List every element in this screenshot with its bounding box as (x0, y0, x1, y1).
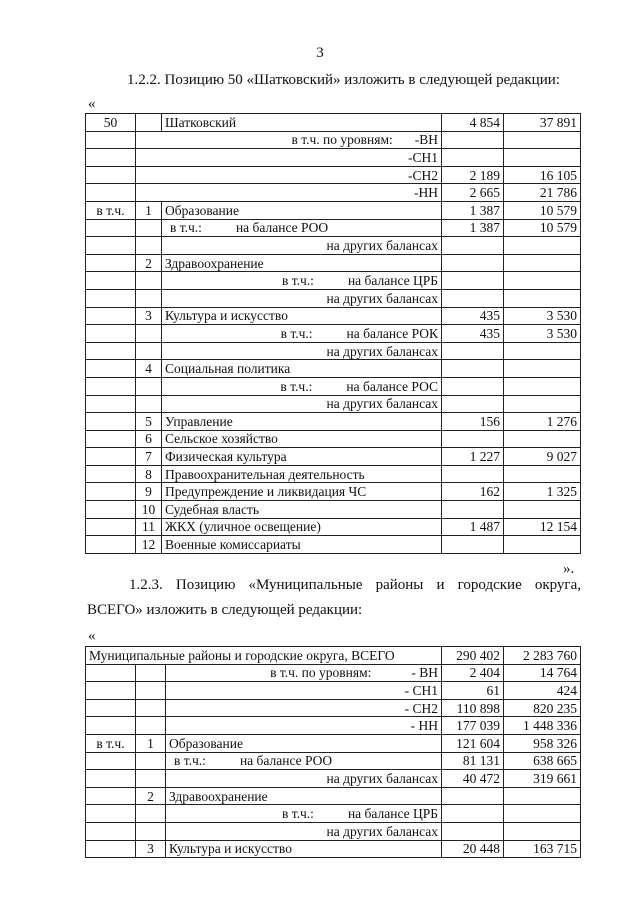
level-label: - НН (410, 718, 438, 734)
value-col-2: 9 027 (504, 448, 581, 466)
value-col-2: 424 (504, 682, 581, 700)
subcategory-cell (166, 822, 442, 840)
value-col-2 (504, 342, 581, 360)
category-name: Судебная власть (162, 501, 442, 519)
value-col-2: 958 326 (504, 734, 581, 752)
empty-cell (136, 342, 162, 360)
value-col-1 (442, 536, 504, 554)
category-row (86, 413, 581, 431)
value-col-2: 1 276 (504, 413, 581, 431)
subcategory-cell (162, 342, 442, 360)
value-col-2 (504, 131, 581, 149)
empty-cell (136, 114, 162, 132)
value-col-1: 2 404 (442, 664, 504, 682)
empty-cell (136, 377, 162, 395)
empty-cell (86, 360, 136, 378)
table-municipal-total (85, 646, 581, 858)
empty-cell (136, 682, 166, 700)
level-label: -СН2 (408, 167, 438, 183)
level-row (86, 664, 581, 682)
category-number: 5 (136, 413, 162, 431)
empty-cell (86, 699, 136, 717)
value-col-2 (504, 395, 581, 413)
subcategory-name: на других балансах (326, 343, 438, 359)
value-col-1 (442, 237, 504, 255)
value-col-2 (504, 360, 581, 378)
value-col-2 (504, 822, 581, 840)
empty-cell (136, 395, 162, 413)
category-name: Физическая культура (162, 448, 442, 466)
empty-cell (86, 395, 136, 413)
empty-cell (86, 166, 136, 184)
level-label: - СН2 (404, 700, 438, 716)
category-row (86, 201, 581, 219)
category-name: Образование (162, 201, 442, 219)
category-row (86, 360, 581, 378)
category-row (86, 430, 581, 448)
category-name: Сельское хозяйство (162, 430, 442, 448)
value-col-1: 1 487 (442, 518, 504, 536)
category-row (86, 536, 581, 554)
subcategory-row (86, 219, 581, 237)
level-cell (136, 184, 442, 202)
level-cell (136, 149, 442, 167)
value-col-1: 177 039 (442, 717, 504, 735)
empty-cell (86, 272, 136, 290)
subcategory-cell (166, 752, 442, 770)
value-col-1: 2 665 (442, 184, 504, 202)
subcategory-name: на других балансах (326, 396, 438, 412)
value-col-2: 37 891 (504, 114, 581, 132)
vtch-label: в т.ч. (86, 201, 136, 219)
subcategory-name: на балансе РОО (239, 753, 333, 769)
empty-cell (86, 501, 136, 519)
level-row (86, 699, 581, 717)
subcategory-name: на балансе ЦРБ (347, 273, 438, 289)
position-name: Шатковский (162, 114, 442, 132)
subcategory-cell (166, 805, 442, 823)
level-row (86, 184, 581, 202)
paragraph-1-2-3-line2: ВСЕГО» изложить в следующей редакции: (87, 602, 363, 618)
empty-cell (86, 184, 136, 202)
empty-cell (136, 822, 166, 840)
category-row (86, 483, 581, 501)
empty-cell (86, 149, 136, 167)
value-col-2 (504, 787, 581, 805)
category-row (86, 254, 581, 272)
value-col-1: 121 604 (442, 734, 504, 752)
value-col-2: 21 786 (504, 184, 581, 202)
value-col-1 (442, 822, 504, 840)
value-col-2 (504, 430, 581, 448)
value-col-1 (442, 254, 504, 272)
empty-cell (86, 430, 136, 448)
subcategory-cell (162, 237, 442, 255)
empty-cell (86, 237, 136, 255)
subcategory-name: на балансе РОС (346, 378, 438, 394)
empty-cell (86, 752, 136, 770)
value-col-2: 319 661 (504, 770, 581, 788)
empty-cell (136, 289, 162, 307)
category-name: Военные комиссариаты (162, 536, 442, 554)
empty-cell (86, 413, 136, 431)
value-col-1 (442, 342, 504, 360)
value-col-2: 3 530 (504, 325, 581, 343)
category-row (86, 307, 581, 325)
subcategory-row (86, 752, 581, 770)
value-col-1 (442, 289, 504, 307)
category-number: 2 (136, 787, 166, 805)
empty-cell (86, 840, 136, 858)
empty-cell (86, 254, 136, 272)
category-row (86, 518, 581, 536)
value-col-2: 10 579 (504, 201, 581, 219)
level-label: - СН1 (404, 682, 438, 698)
level-cell (136, 131, 442, 149)
level-label: - ВН (411, 665, 438, 681)
empty-cell (86, 787, 136, 805)
value-col-1: 1 387 (442, 201, 504, 219)
value-col-2: 10 579 (504, 219, 581, 237)
empty-cell (136, 325, 162, 343)
value-col-2 (504, 805, 581, 823)
empty-cell (86, 770, 136, 788)
value-col-2 (504, 377, 581, 395)
levels-prefix: в т.ч. по уровням: (291, 132, 393, 148)
value-col-2 (504, 501, 581, 519)
category-row (86, 448, 581, 466)
value-col-1 (442, 805, 504, 823)
empty-cell (136, 717, 166, 735)
empty-cell (86, 325, 136, 343)
value-col-1: 4 854 (442, 114, 504, 132)
value-col-2: 2 283 760 (504, 647, 581, 665)
empty-cell (136, 770, 166, 788)
category-number: 4 (136, 360, 162, 378)
subcategory-cell (162, 325, 442, 343)
subcategory-cell (166, 770, 442, 788)
subcategory-row (86, 237, 581, 255)
category-number: 6 (136, 430, 162, 448)
empty-cell (86, 717, 136, 735)
value-col-2: 16 105 (504, 166, 581, 184)
empty-cell (86, 664, 136, 682)
level-cell (166, 664, 442, 682)
value-col-2: 1 325 (504, 483, 581, 501)
level-cell (166, 682, 442, 700)
category-row (86, 501, 581, 519)
level-cell (166, 717, 442, 735)
level-row (86, 682, 581, 700)
category-name: Здравоохранение (162, 254, 442, 272)
value-col-2 (504, 149, 581, 167)
value-col-2 (504, 536, 581, 554)
category-name: Культура и искусство (166, 840, 442, 858)
category-row (86, 734, 581, 752)
subcategory-cell (162, 395, 442, 413)
subcategory-name: на других балансах (326, 770, 438, 786)
subcategory-row (86, 822, 581, 840)
empty-cell (86, 377, 136, 395)
subcategory-prefix: в т.ч.: (282, 273, 314, 289)
table-head-row (86, 114, 581, 132)
value-col-1: 290 402 (442, 647, 504, 665)
subcategory-name: на других балансах (326, 290, 438, 306)
subcategory-cell (162, 219, 442, 237)
value-col-2 (504, 289, 581, 307)
value-col-1: 20 448 (442, 840, 504, 858)
value-col-1 (442, 272, 504, 290)
value-col-2: 820 235 (504, 699, 581, 717)
subcategory-name: на балансе ЦРБ (347, 806, 438, 822)
level-row (86, 166, 581, 184)
subcategory-name: на других балансах (326, 823, 438, 839)
empty-cell (136, 664, 166, 682)
value-col-1 (442, 131, 504, 149)
category-name: Культура и искусство (162, 307, 442, 325)
open-quote-1: « (88, 96, 96, 112)
level-label: -СН1 (408, 149, 438, 165)
subcategory-row (86, 272, 581, 290)
value-col-1: 435 (442, 325, 504, 343)
value-col-1: 110 898 (442, 699, 504, 717)
value-col-1: 162 (442, 483, 504, 501)
value-col-1 (442, 430, 504, 448)
subcategory-prefix: в т.ч.: (280, 325, 313, 341)
value-col-1: 81 131 (442, 752, 504, 770)
category-row (86, 465, 581, 483)
empty-cell (136, 805, 166, 823)
empty-cell (86, 465, 136, 483)
open-quote-2: « (88, 628, 96, 644)
subcategory-row (86, 325, 581, 343)
category-number: 11 (136, 518, 162, 536)
empty-cell (86, 805, 136, 823)
subcategory-row (86, 377, 581, 395)
empty-cell (86, 682, 136, 700)
category-number: 1 (136, 201, 162, 219)
category-name: Социальная политика (162, 360, 442, 378)
value-col-2 (504, 465, 581, 483)
empty-cell (86, 536, 136, 554)
category-name: Управление (162, 413, 442, 431)
table-head-row (86, 647, 581, 665)
value-col-2: 3 530 (504, 307, 581, 325)
value-col-2 (504, 254, 581, 272)
category-number: 3 (136, 307, 162, 325)
page-number: 3 (316, 45, 324, 61)
value-col-1 (442, 149, 504, 167)
value-col-1: 156 (442, 413, 504, 431)
value-col-1 (442, 360, 504, 378)
category-name: ЖКХ (уличное освещение) (162, 518, 442, 536)
value-col-2: 1 448 336 (504, 717, 581, 735)
level-row (86, 149, 581, 167)
value-col-1 (442, 787, 504, 805)
vtch-label: в т.ч. (86, 734, 136, 752)
empty-cell (86, 822, 136, 840)
empty-cell (136, 272, 162, 290)
subcategory-name: на балансе РОО (235, 220, 329, 236)
category-number: 3 (136, 840, 166, 858)
category-name: Здравоохранение (166, 787, 442, 805)
level-cell (136, 166, 442, 184)
empty-cell (86, 518, 136, 536)
paragraph-1-2-3-line1: 1.2.3. Позицию «Муниципальные районы и городские округа, (129, 577, 581, 593)
close-quote-1: ». (563, 561, 575, 577)
value-col-1: 61 (442, 682, 504, 700)
level-label: -ВН (414, 132, 438, 148)
category-name: Предупреждение и ликвидация ЧС (162, 483, 442, 501)
value-col-1: 435 (442, 307, 504, 325)
empty-cell (86, 448, 136, 466)
value-col-2: 12 154 (504, 518, 581, 536)
value-col-1: 40 472 (442, 770, 504, 788)
value-col-1 (442, 465, 504, 483)
subcategory-prefix: в т.ч.: (174, 753, 206, 769)
table-shatkovsky (85, 113, 581, 554)
category-row (86, 840, 581, 858)
value-col-1 (442, 377, 504, 395)
value-col-1: 1 387 (442, 219, 504, 237)
value-col-1 (442, 395, 504, 413)
subcategory-cell (162, 377, 442, 395)
subcategory-prefix: в т.ч.: (170, 220, 202, 236)
subcategory-row (86, 805, 581, 823)
level-cell (166, 699, 442, 717)
category-name: Образование (166, 734, 442, 752)
category-number: 8 (136, 465, 162, 483)
empty-cell (86, 131, 136, 149)
value-col-1: 2 189 (442, 166, 504, 184)
empty-cell (86, 219, 136, 237)
category-name: Правоохранительная деятельность (162, 465, 442, 483)
position-code: 50 (86, 114, 136, 132)
category-number: 12 (136, 536, 162, 554)
level-label: -НН (414, 185, 438, 201)
subcategory-row (86, 395, 581, 413)
value-col-2 (504, 237, 581, 255)
empty-cell (136, 219, 162, 237)
category-number: 10 (136, 501, 162, 519)
subcategory-cell (162, 289, 442, 307)
empty-cell (136, 699, 166, 717)
category-number: 7 (136, 448, 162, 466)
value-col-2 (504, 272, 581, 290)
empty-cell (86, 289, 136, 307)
empty-cell (136, 752, 166, 770)
value-col-2: 14 764 (504, 664, 581, 682)
empty-cell (136, 237, 162, 255)
position-name: Муниципальные районы и городские округа, ВСЕГО (86, 647, 442, 665)
empty-cell (86, 342, 136, 360)
paragraph-1-2-2: 1.2.2. Позицию 50 «Шатковский» изложить в следующей редакции: (127, 72, 560, 88)
subcategory-name: на других балансах (326, 237, 438, 253)
value-col-1 (442, 501, 504, 519)
empty-cell (86, 483, 136, 501)
value-col-1: 1 227 (442, 448, 504, 466)
subcategory-prefix: в т.ч.: (280, 378, 313, 394)
subcategory-cell (162, 272, 442, 290)
value-col-2: 638 665 (504, 752, 581, 770)
category-number: 1 (136, 734, 166, 752)
category-number: 2 (136, 254, 162, 272)
subcategory-row (86, 289, 581, 307)
empty-cell (86, 307, 136, 325)
subcategory-row (86, 770, 581, 788)
category-row (86, 787, 581, 805)
levels-prefix: в т.ч. по уровням: (270, 665, 372, 681)
subcategory-name: на балансе РОК (346, 325, 438, 341)
category-number: 9 (136, 483, 162, 501)
level-row (86, 717, 581, 735)
value-col-2: 163 715 (504, 840, 581, 858)
subcategory-prefix: в т.ч.: (282, 806, 314, 822)
level-row (86, 131, 581, 149)
subcategory-row (86, 342, 581, 360)
